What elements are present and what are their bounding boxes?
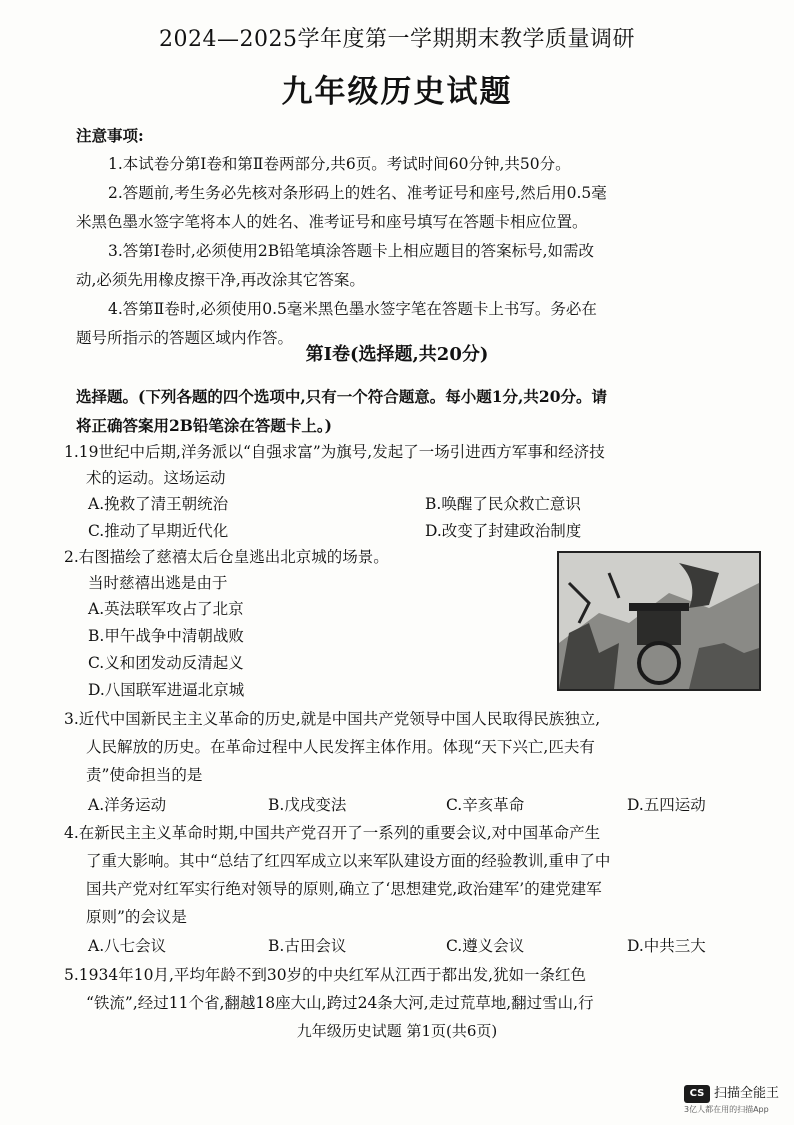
notice-line: 米黑色墨水签字笔将本人的姓名、准考证号和座号填写在答题卡相应位置。 (76, 213, 588, 231)
page-footer: 九年级历史试题 第1页(共6页) (296, 1022, 498, 1040)
question-1-option-a: A.挽救了清王朝统治 (88, 495, 229, 513)
question-3-stem: 3.近代中国新民主主义革命的历史,就是中国共产党领导中国人民取得民族独立, (64, 710, 601, 728)
notice-line: 动,必须先用橡皮擦干净,再改涂其它答案。 (76, 271, 365, 289)
question-3-stem: 责”使命担当的是 (86, 766, 203, 784)
notice-line: 3.答第Ⅰ卷时,必须使用2B铅笔填涂答题卡上相应题目的答案标号,如需改 (108, 242, 595, 260)
question-2-option-a: A.英法联军攻占了北京 (88, 600, 244, 618)
question-2-illustration (557, 551, 761, 691)
camscanner-logo-icon: CS (684, 1085, 710, 1103)
question-4-stem: 4.在新民主主义革命时期,中国共产党召开了一系列的重要会议,对中国革命产生 (64, 824, 601, 842)
question-5-stem: 5.1934年10月,平均年龄不到30岁的中央红军从江西于都出发,犹如一条红色 (64, 966, 587, 984)
notice-heading: 注意事项: (76, 126, 144, 145)
question-4-stem: 原则”的会议是 (86, 908, 187, 926)
notice-line: 4.答第Ⅱ卷时,必须使用0.5毫米黑色墨水签字笔在答题卡上书写。务必在 (108, 300, 597, 318)
question-2-option-d: D.八国联军进逼北京城 (88, 681, 245, 699)
question-2-stem: 2.右图描绘了慈禧太后仓皇逃出北京城的场景。 (64, 548, 389, 566)
question-4-option-b: B.古田会议 (268, 937, 347, 955)
section-title: 第Ⅰ卷(选择题,共20分) (305, 344, 489, 365)
question-3-option-d: D.五四运动 (627, 796, 706, 814)
question-1-option-c: C.推动了早期近代化 (88, 522, 229, 540)
scanner-watermark (684, 1083, 794, 1119)
instructions-line: 将正确答案用2B铅笔涂在答题卡上。) (76, 416, 332, 435)
question-2-stem: 当时慈禧出逃是由于 (88, 574, 228, 592)
watermark-tagline: 3亿人都在用的扫描App (684, 1105, 769, 1114)
question-4-option-c: C.遵义会议 (446, 937, 525, 955)
page-title: 九年级历史试题 (281, 74, 513, 110)
question-3-stem: 人民解放的历史。在革命过程中人民发挥主体作用。体现“天下兴亡,匹夫有 (86, 738, 595, 756)
question-4-option-d: D.中共三大 (627, 937, 706, 955)
question-2-option-b: B.甲午战争中清朝战败 (88, 627, 244, 645)
notice-line: 2.答题前,考生务必先核对条形码上的姓名、准考证号和座号,然后用0.5毫 (108, 184, 607, 202)
question-3-option-a: A.洋务运动 (88, 796, 167, 814)
question-1-option-b: B.唤醒了民众救亡意识 (425, 495, 581, 513)
exam-header: 2024—2025学年度第一学期期末教学质量调研 (159, 27, 635, 52)
question-4-stem: 了重大影响。其中“总结了红四军成立以来军队建设方面的经验教训,重申了中 (86, 852, 611, 870)
watermark-app-name: 扫描全能王 (714, 1086, 780, 1101)
question-3-option-c: C.辛亥革命 (446, 796, 525, 814)
question-2-option-c: C.义和团发动反清起义 (88, 654, 244, 672)
instructions-line: 选择题。(下列各题的四个选项中,只有一个符合题意。每小题1分,共20分。请 (76, 387, 607, 406)
question-4-option-a: A.八七会议 (88, 937, 167, 955)
question-5-stem: “铁流”,经过11个省,翻越18座大山,跨过24条大河,走过荒草地,翻过雪山,行 (86, 994, 594, 1012)
question-1-stem: 术的运动。这场运动 (86, 469, 226, 487)
question-1-stem: 1.19世纪中后期,洋务派以“自强求富”为旗号,发起了一场引进西方军事和经济技 (64, 443, 605, 461)
question-1-option-d: D.改变了封建政治制度 (425, 522, 582, 540)
question-4-stem: 国共产党对红军实行绝对领导的原则,确立了‘思想建党,政治建军’的建党建军 (86, 880, 602, 898)
notice-line: 题号所指示的答题区域内作答。 (76, 329, 294, 347)
question-3-option-b: B.戊戌变法 (268, 796, 347, 814)
notice-line: 1.本试卷分第Ⅰ卷和第Ⅱ卷两部分,共6页。考试时间60分钟,共50分。 (108, 155, 571, 173)
